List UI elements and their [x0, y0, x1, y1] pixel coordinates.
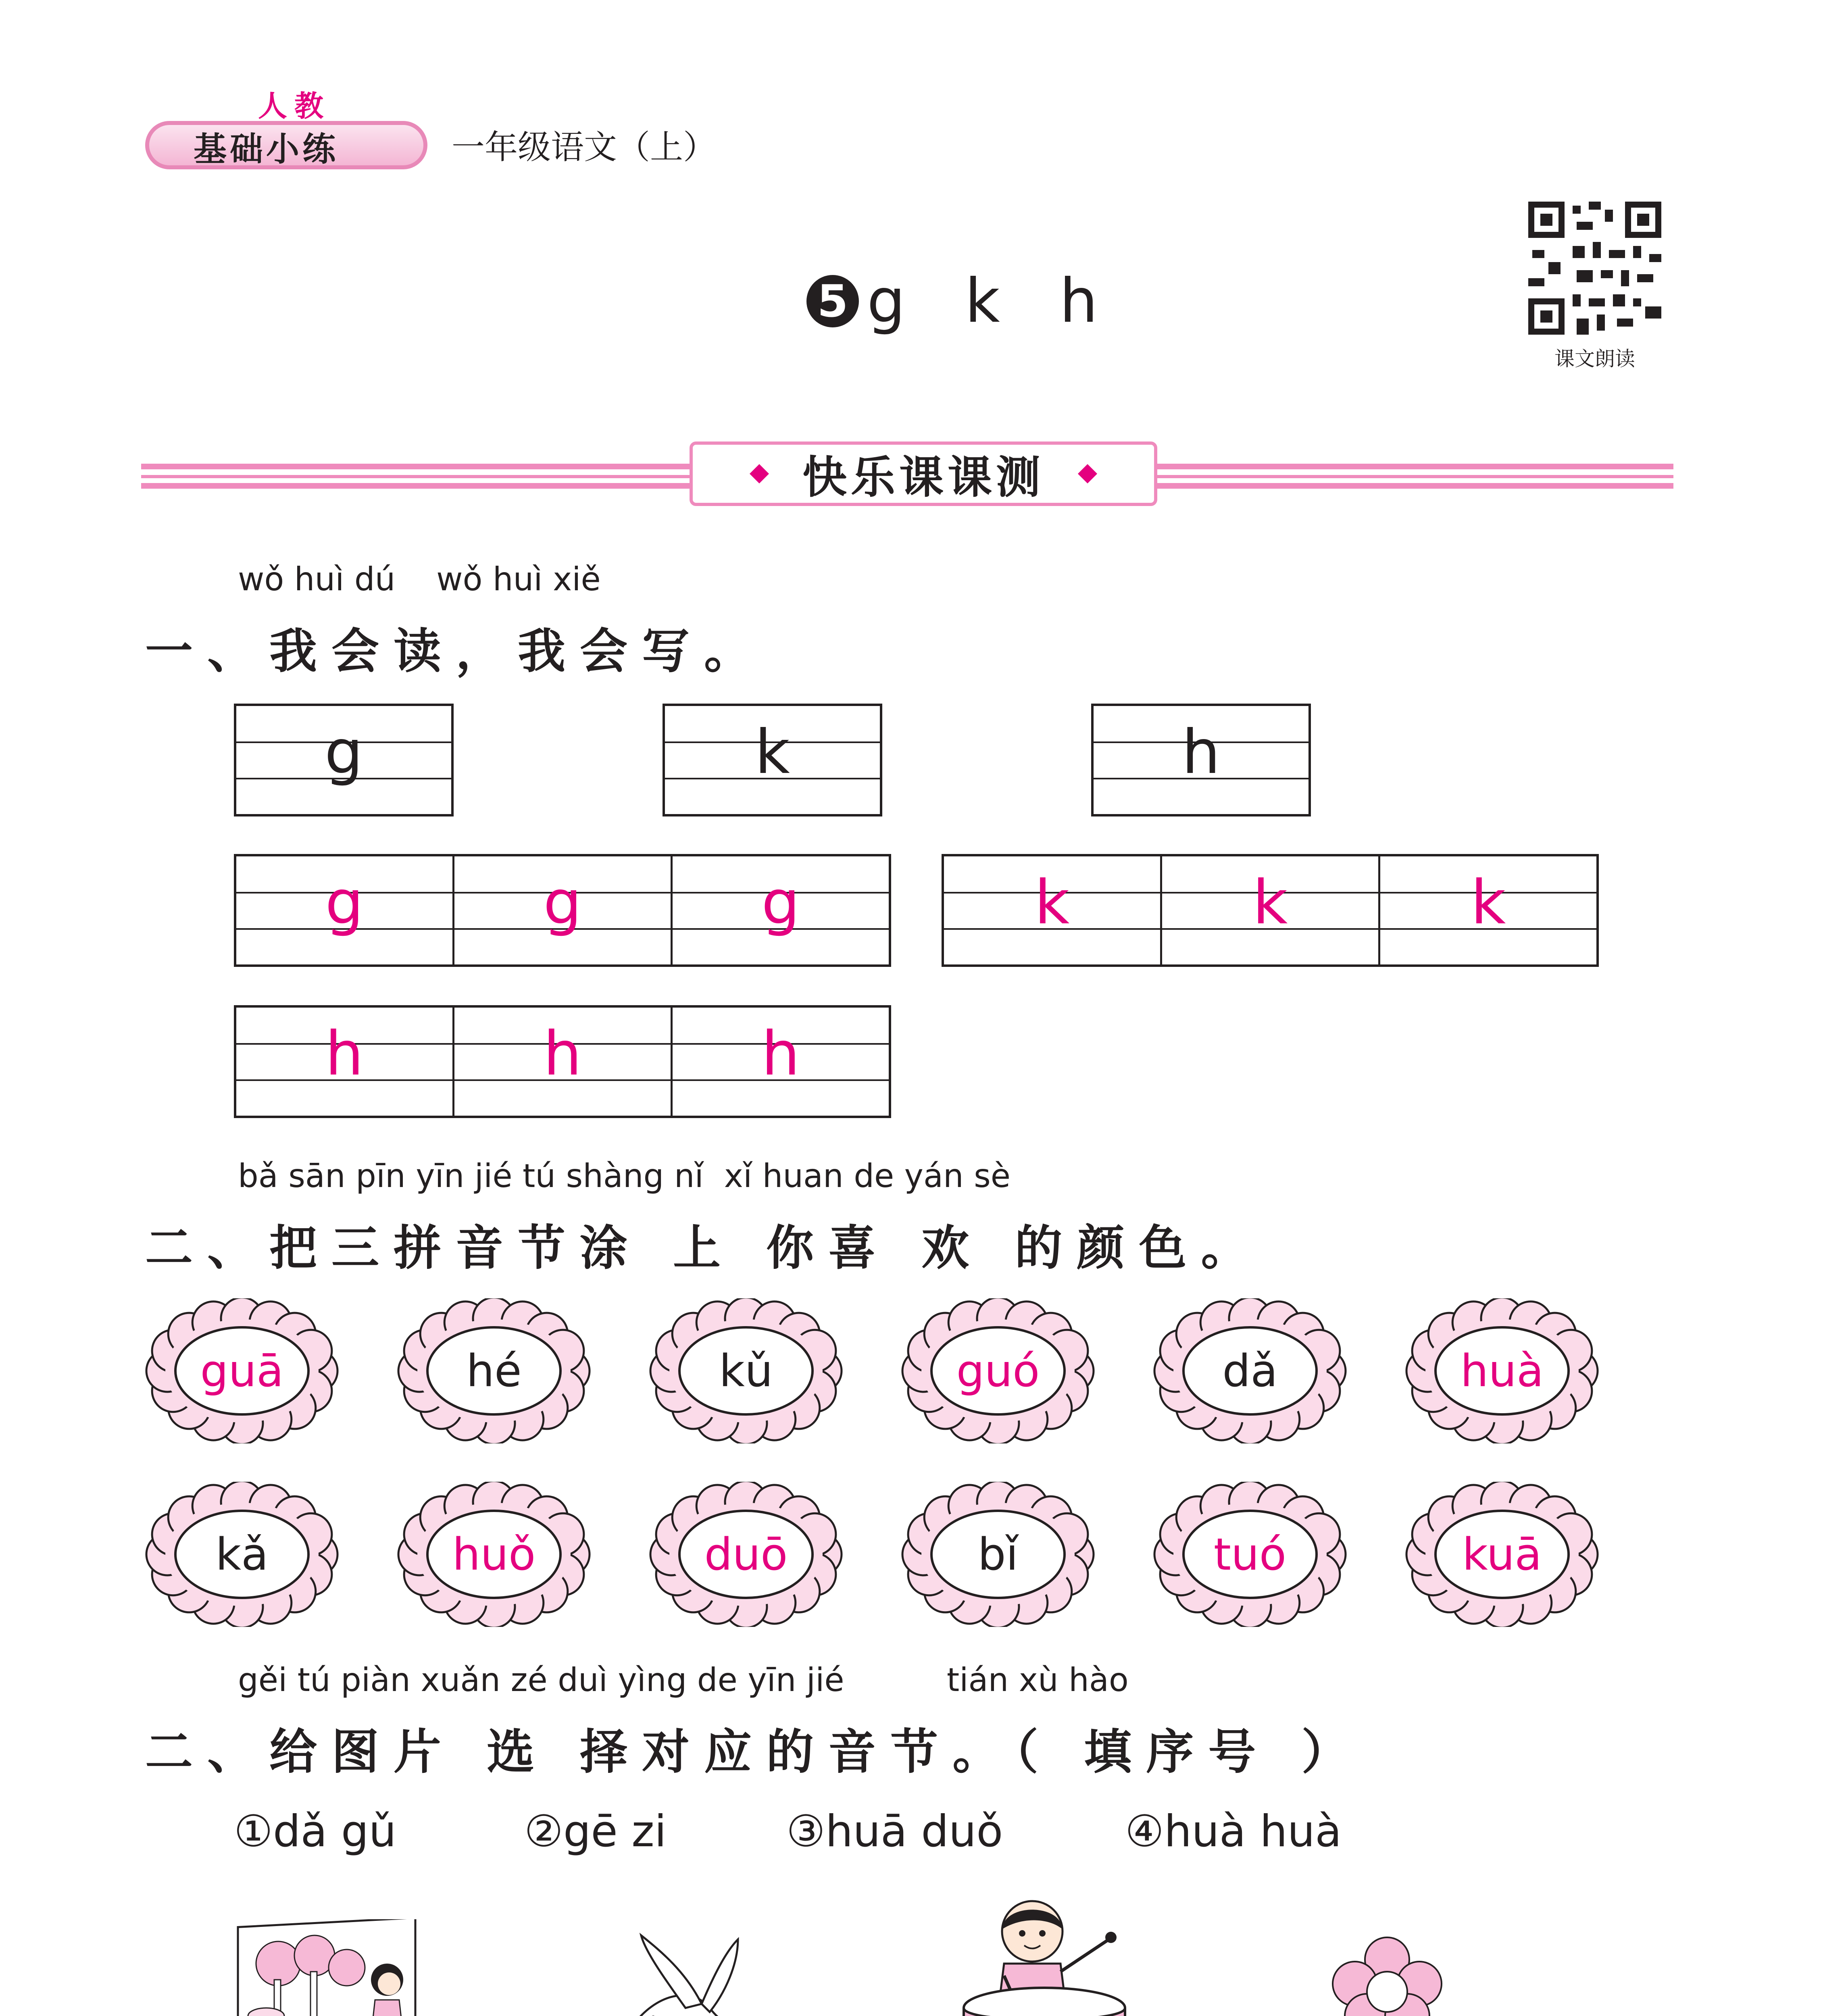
grid-cell[interactable] [1380, 856, 1596, 964]
section2-pinyin: bǎ sān pīn yīn jié tú shàng nǐ xǐ huan de yán sè [238, 1157, 1011, 1195]
grid-cell[interactable] [1162, 856, 1380, 964]
written-letter: h [325, 1019, 364, 1089]
written-letter: k [1471, 868, 1506, 938]
model-letter: h [1181, 717, 1221, 787]
grid-cell[interactable] [944, 856, 1162, 964]
lesson-number: 5 [806, 275, 859, 327]
grid-cell[interactable] [236, 856, 454, 964]
flower-picture-icon [1323, 1935, 1452, 2016]
syllable-text: dǎ [1222, 1345, 1278, 1397]
section1-heading: 一、我会读，我会写。 [145, 623, 767, 679]
written-letter: k [1252, 868, 1288, 938]
option-3: ③huā duǒ [786, 1806, 1003, 1857]
syllable-text: kǎ [215, 1529, 269, 1580]
model-grid-k [663, 704, 882, 816]
syllable-flower[interactable] [397, 1298, 591, 1443]
drum-picture-icon [952, 1895, 1137, 2016]
option-4: ④huà huà [1125, 1806, 1342, 1857]
syllable-text: kǔ [719, 1345, 773, 1397]
syllable-text: bǐ [977, 1529, 1019, 1580]
syllable-flower[interactable] [1153, 1298, 1347, 1443]
syllable-text: duō [704, 1529, 788, 1580]
grid-cell[interactable] [454, 1008, 673, 1116]
section3-heading: 二、给图片 选 择对应的音节。（ 填序号 ） [145, 1724, 1364, 1780]
qr-code-icon[interactable] [1524, 198, 1665, 339]
dove-picture-icon [605, 1927, 774, 2016]
syllable-flower[interactable] [649, 1298, 843, 1443]
written-letter: h [761, 1019, 800, 1089]
grid-cell [236, 706, 451, 814]
written-letter: g [543, 868, 582, 938]
banner-title: 快乐课课测 [802, 452, 1044, 503]
syllable-flower[interactable] [145, 1298, 339, 1443]
written-letter: h [543, 1019, 582, 1089]
written-letter: g [325, 868, 364, 938]
diamond-icon [750, 464, 769, 483]
option-1: ①dǎ gǔ [234, 1806, 396, 1857]
section-banner [690, 442, 1157, 506]
syllable-text: kuā [1462, 1529, 1542, 1580]
lesson-title-text: g k h [867, 266, 1118, 336]
grid-cell[interactable] [673, 856, 889, 964]
syllable-text: huà [1460, 1345, 1544, 1397]
syllable-text: guó [956, 1345, 1040, 1397]
syllable-text: guā [200, 1345, 284, 1397]
option-2: ②gē zi [524, 1806, 667, 1857]
practice-grid-k[interactable] [942, 854, 1599, 967]
syllable-text: huǒ [452, 1529, 536, 1580]
syllable-text: tuó [1213, 1529, 1287, 1580]
brand-series-title: 基础小练 [194, 130, 339, 169]
model-grid-g [234, 704, 454, 816]
syllable-flower[interactable] [145, 1482, 339, 1627]
section3-pinyin: gěi tú piàn xuǎn zé duì yìng de yīn jié tián xù hào [238, 1661, 1129, 1699]
syllable-flower[interactable] [397, 1482, 591, 1627]
section2-heading: 二、把三拼音节涂 上 你喜 欢 的颜色。 [145, 1220, 1263, 1276]
syllable-flower[interactable] [1405, 1482, 1599, 1627]
syllable-flower[interactable] [1153, 1482, 1347, 1627]
section1-pinyin: wǒ huì dú wǒ huì xiě [238, 560, 601, 598]
syllable-text: hé [466, 1345, 522, 1397]
syllable-flower[interactable] [901, 1482, 1095, 1627]
practice-grid-h[interactable] [234, 1005, 891, 1118]
grid-cell [665, 706, 880, 814]
practice-grid-g[interactable] [234, 854, 891, 967]
model-letter: k [755, 717, 790, 787]
syllable-flower[interactable] [649, 1482, 843, 1627]
grid-cell [1094, 706, 1308, 814]
qr-caption: 课文朗读 [1554, 347, 1635, 371]
diamond-icon [1078, 464, 1097, 483]
painting-picture-icon [234, 1919, 427, 2016]
model-grid-h [1091, 704, 1311, 816]
brand-publisher: 人教 [258, 89, 331, 123]
grid-cell[interactable] [454, 856, 673, 964]
grid-cell[interactable] [236, 1008, 454, 1116]
grid-cell[interactable] [673, 1008, 889, 1116]
book-title: 一年级语文（上） [452, 128, 717, 167]
syllable-flower[interactable] [901, 1298, 1095, 1443]
lesson-title [806, 266, 1118, 336]
written-letter: k [1034, 868, 1070, 938]
model-letter: g [324, 717, 363, 787]
syllable-flower[interactable] [1405, 1298, 1599, 1443]
written-letter: g [761, 868, 800, 938]
